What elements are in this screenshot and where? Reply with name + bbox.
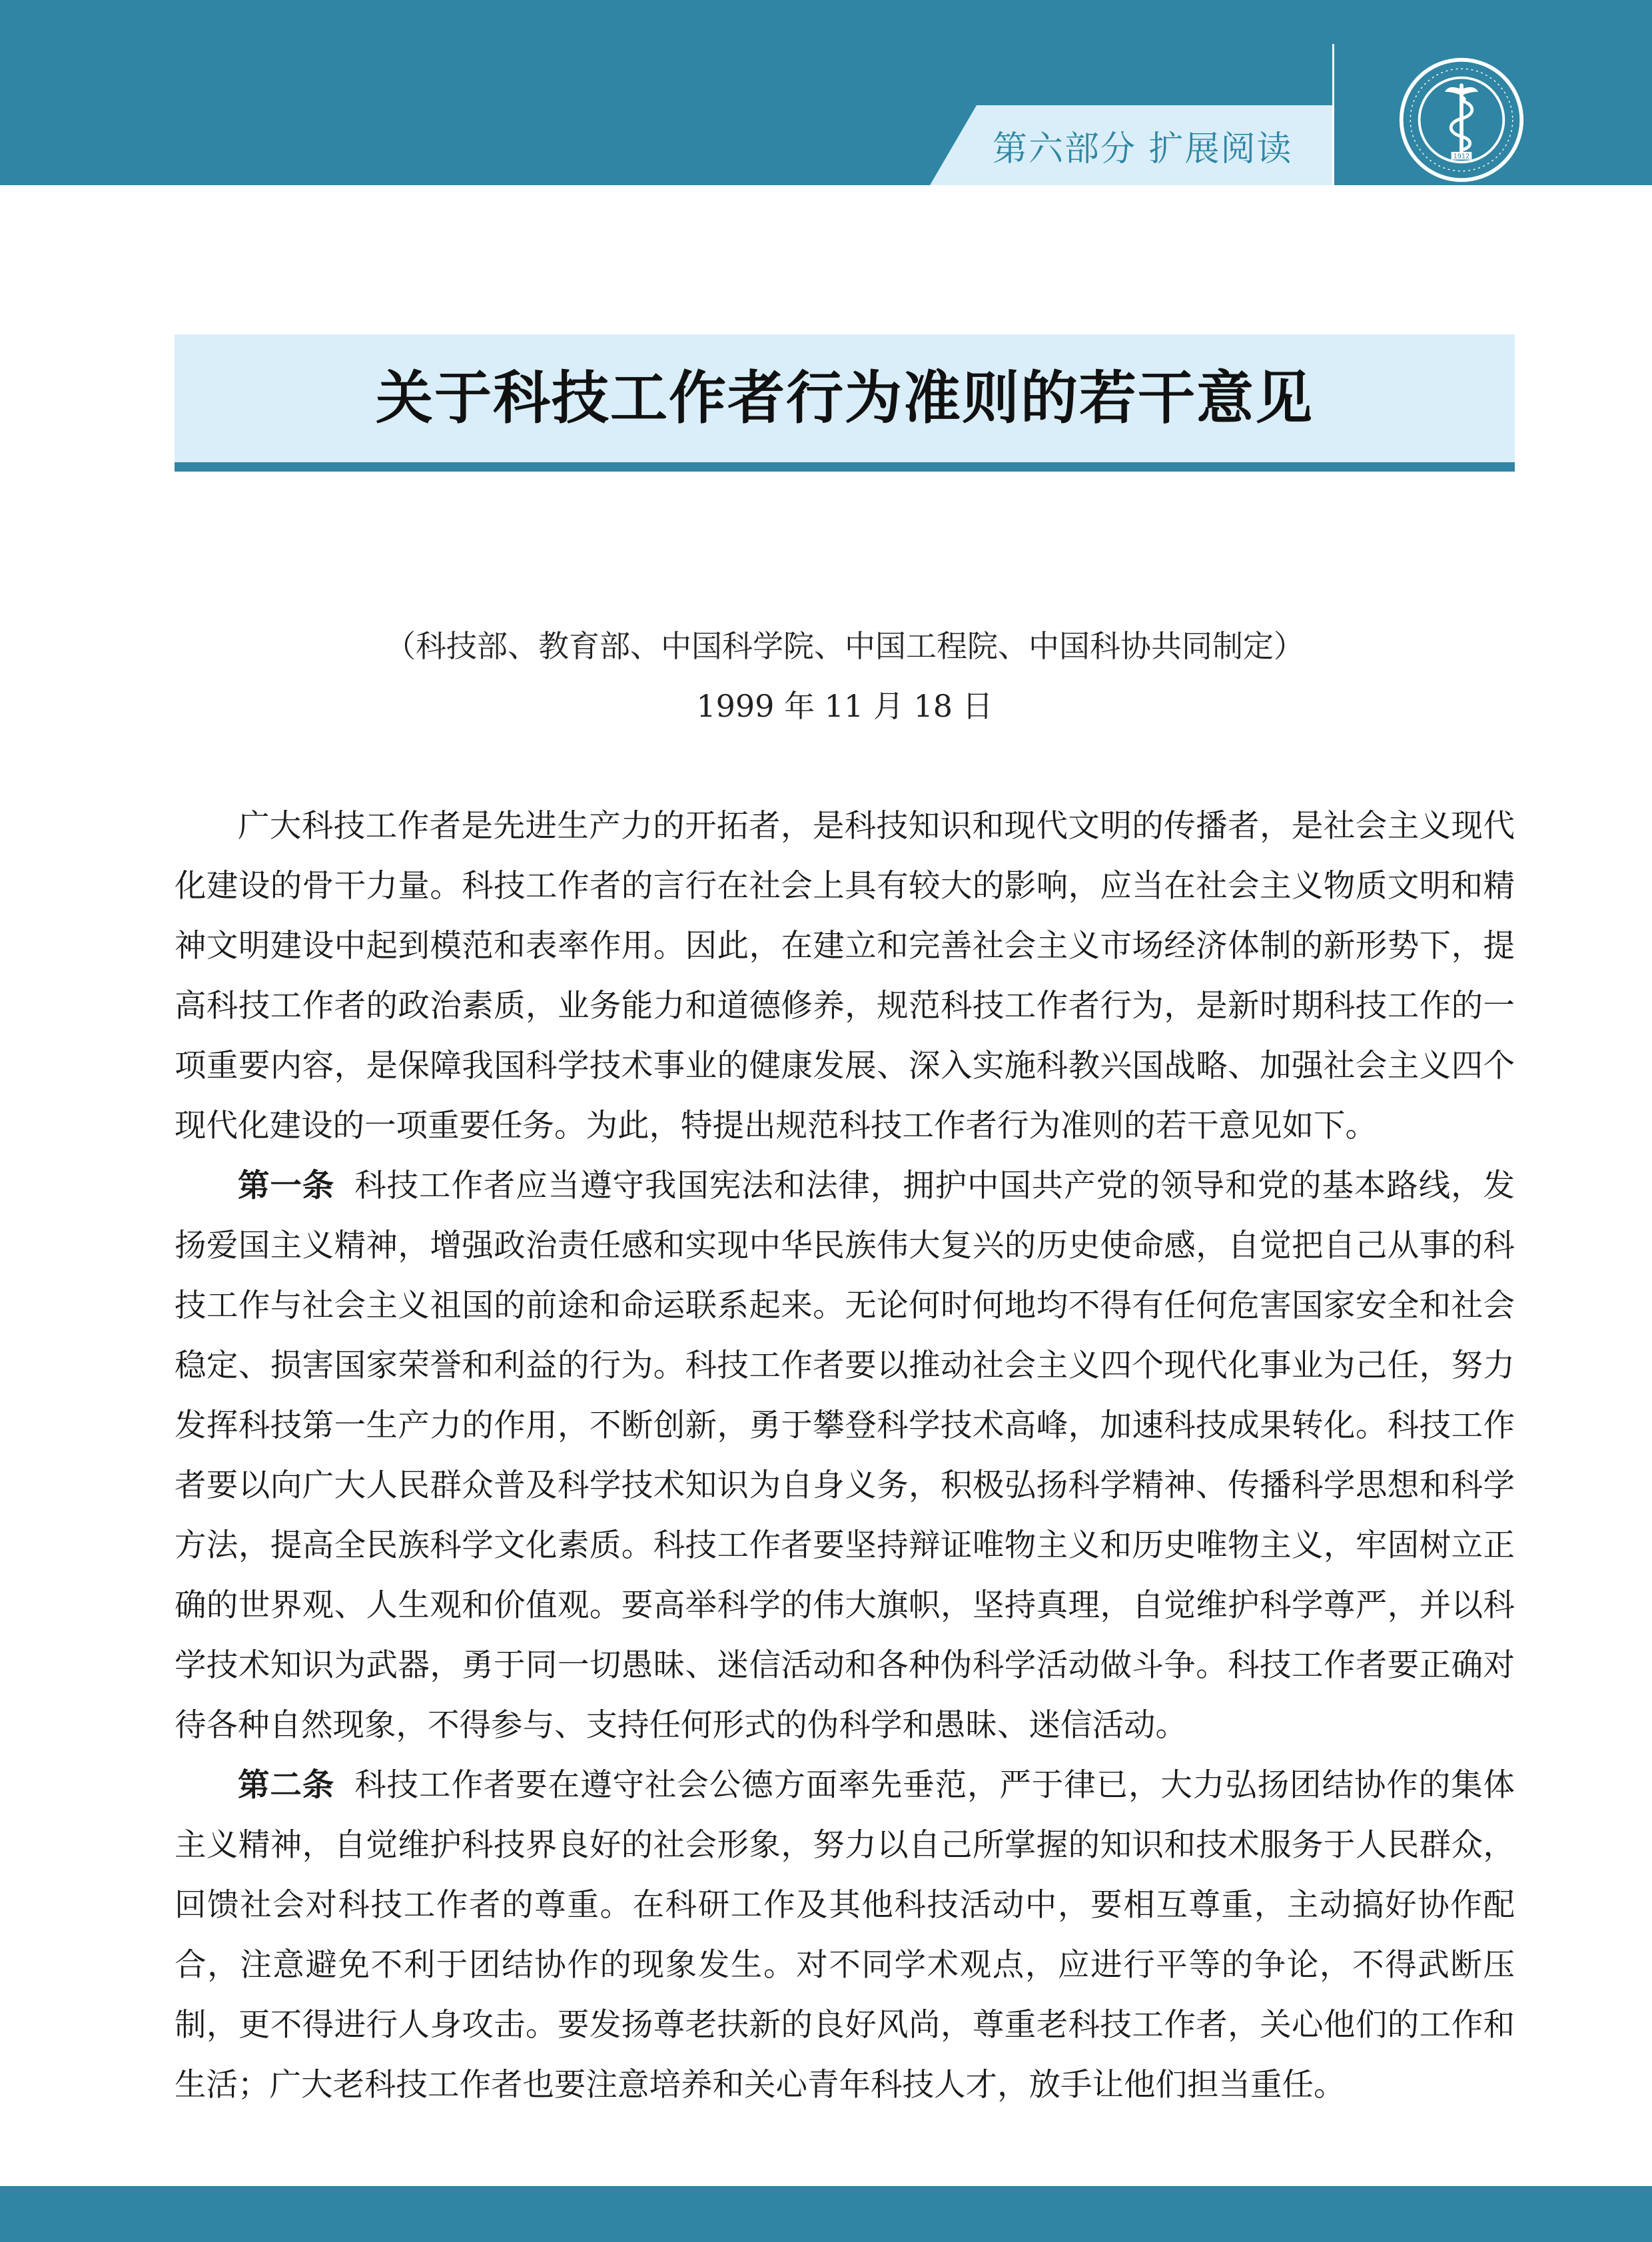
paragraph-text: 科技工作者要在遵守社会公德方面率先垂范，严于律已，大力弘扬团结协作的集体主义精神，自觉维护科技界良好的社会形象，努力以自己所掌握的知识和技术服务于人民群众，回馈社会对科技工作者的尊重。在科研工作及其他科技活动中，要相互尊重，主动搞好协作配合，注意避免不利于团结协作的现象发生。对不同学术观点，应进行平等的争论，不得武断压制，更不得进行人身攻击。要发扬尊老扶新的良好风尚，尊重老科技工作者，关心他们的工作和生活；广大老科技工作者也要注意培养和关心青年科技人才，放手让他们担当重任。 (175, 1767, 1515, 2103)
intro-paragraph (175, 797, 1515, 1156)
svg-text:1912: 1912 (1453, 153, 1470, 161)
issue-date: 1999 年 11 月 18 日 (696, 688, 993, 724)
paragraph-text: 广大科技工作者是先进生产力的开拓者，是科技知识和现代文明的传播者，是社会主义现代化建设的骨干力量。科技工作者的言行在社会上具有较大的影响，应当在社会主义物质文明和精神文明建设中起到模范和表率作用。因此，在建立和完善社会主义市场经济体制的新形势下，提高科技工作者的政治素质，业务能力和道德修养，规范科技工作者行为，是新时期科技工作的一项重要内容，是保障我国科学技术事业的健康发展、深入实施科教兴国战略、加强社会主义四个现代化建设的一项重要任务。为此，特提出规范科技工作者行为准则的若干意见如下。 (175, 808, 1515, 1144)
document-title: 关于科技工作者行为准则的若干意见 (376, 365, 1314, 432)
university-seal-icon (1398, 56, 1525, 184)
article-2-paragraph (175, 1756, 1515, 2115)
article-1-paragraph (175, 1156, 1515, 1756)
header-separator (0, 185, 1652, 193)
header-divider (1332, 44, 1334, 185)
article-heading: 第一条 (238, 1168, 335, 1204)
title-box (175, 334, 1515, 472)
footer-band (0, 2186, 1652, 2242)
document-body (175, 797, 1515, 2115)
section-label: 第六部分 扩展阅读 (993, 129, 1293, 169)
article-heading: 第二条 (238, 1767, 335, 1804)
paragraph-text: 科技工作者应当遵守我国宪法和法律，拥护中国共产党的领导和党的基本路线，发扬爱国主义精神，增强政治责任感和实现中华民族伟大复兴的历史使命感，自觉把自己从事的科技工作与社会主义祖国的前途和命运联系起来。无论何时何地均不得有任何危害国家安全和社会稳定、损害国家荣誉和利益的行为。科技工作者要以推动社会主义四个现代化事业为己任，努力发挥科技第一生产力的作用，不断创新，勇于攀登科学技术高峰，加速科技成果转化。科技工作者要以向广大人民群众普及科学技术知识为自身义务，积极弘扬科学精神、传播科学思想和科学方法，提高全民族科学文化素质。科技工作者要坚持辩证唯物主义和历史唯物主义，牢固树立正确的世界观、人生观和价值观。要高举科学的伟大旗帜，坚持真理，自觉维护科学尊严，并以科学技术知识为武器，勇于同一切愚昧、迷信活动和各种伪科学活动做斗争。科技工作者要正确对待各种自然现象，不得参与、支持任何形式的伪科学和愚昧、迷信活动。 (175, 1168, 1515, 1744)
issuers-note: （科技部、教育部、中国科学院、中国工程院、中国科协共同制定） (385, 628, 1304, 664)
